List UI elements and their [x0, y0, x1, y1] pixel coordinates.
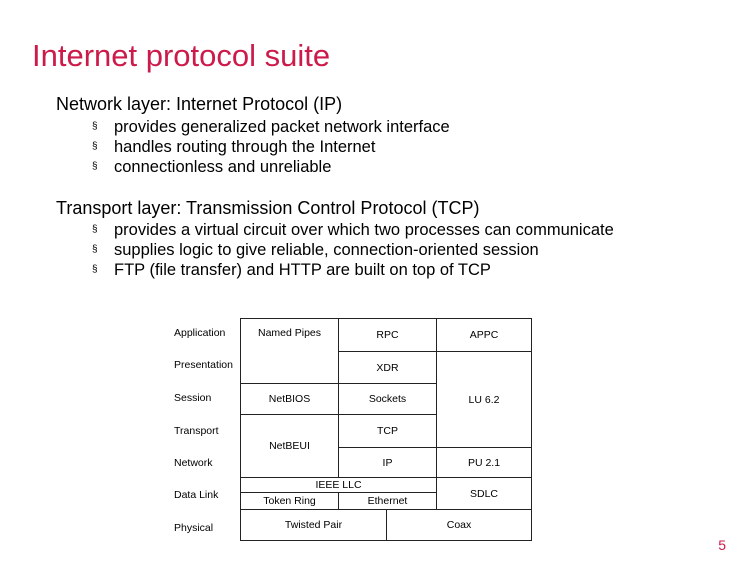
layer-label-network: Network	[174, 457, 213, 469]
bullet-marker-icon: §	[92, 141, 98, 152]
network-layer-bullets	[92, 117, 450, 177]
cell-ieee-llc: IEEE LLC	[240, 477, 437, 493]
cell-sockets: Sockets	[338, 383, 437, 415]
transport-layer-bullets	[92, 220, 614, 280]
bullet-marker-icon: §	[92, 121, 98, 132]
layer-label-data-link: Data Link	[174, 489, 219, 501]
cell-lu-62: LU 6.2	[436, 351, 532, 448]
cell-tcp: TCP	[338, 414, 437, 448]
cell-pu-21: PU 2.1	[436, 447, 532, 478]
cell-xdr: XDR	[338, 351, 437, 384]
bullet-text: provides a virtual circuit over which two processes can communicate	[114, 221, 614, 239]
bullet-item	[92, 220, 614, 240]
bullet-item	[92, 260, 614, 280]
layer-label-transport: Transport	[174, 425, 219, 437]
bullet-text: supplies logic to give reliable, connection-oriented session	[114, 241, 539, 259]
bullet-text: FTP (file transfer) and HTTP are built on top of TCP	[114, 261, 491, 279]
cell-rpc: RPC	[338, 318, 437, 352]
bullet-marker-icon: §	[92, 161, 98, 172]
cell-twisted-pair: Twisted Pair	[240, 509, 387, 541]
cell-netbeui: NetBEUI	[240, 414, 339, 478]
page-number: 5	[718, 537, 726, 553]
bullet-text: handles routing through the Internet	[114, 138, 376, 156]
layer-label-application: Application	[174, 327, 226, 339]
bullet-item	[92, 157, 450, 177]
bullet-item	[92, 137, 450, 157]
cell-named-pipes: Named Pipes	[240, 318, 339, 384]
bullet-text: connectionless and unreliable	[114, 158, 332, 176]
network-layer-heading: Network layer: Internet Protocol (IP)	[56, 94, 343, 114]
bullet-marker-icon: §	[92, 224, 98, 235]
cell-token-ring: Token Ring	[240, 492, 339, 510]
transport-layer-heading: Transport layer: Transmission Control Protocol (TCP)	[56, 198, 480, 218]
bullet-marker-icon: §	[92, 264, 98, 275]
layer-label-session: Session	[174, 392, 212, 404]
bullet-marker-icon: §	[92, 244, 98, 255]
cell-coax: Coax	[386, 509, 532, 541]
bullet-item	[92, 117, 450, 137]
protocol-stack-diagram	[170, 318, 540, 546]
cell-netbios: NetBIOS	[240, 383, 339, 415]
cell-sdlc: SDLC	[436, 477, 532, 510]
slide-title: Internet protocol suite	[32, 38, 331, 73]
layer-label-physical: Physical	[174, 522, 214, 534]
cell-ip: IP	[338, 447, 437, 478]
bullet-item	[92, 240, 614, 260]
cell-appc: APPC	[436, 318, 532, 352]
layer-label-presentation: Presentation	[174, 359, 233, 371]
bullet-text: provides generalized packet network interface	[114, 118, 450, 136]
cell-ethernet: Ethernet	[338, 492, 437, 510]
